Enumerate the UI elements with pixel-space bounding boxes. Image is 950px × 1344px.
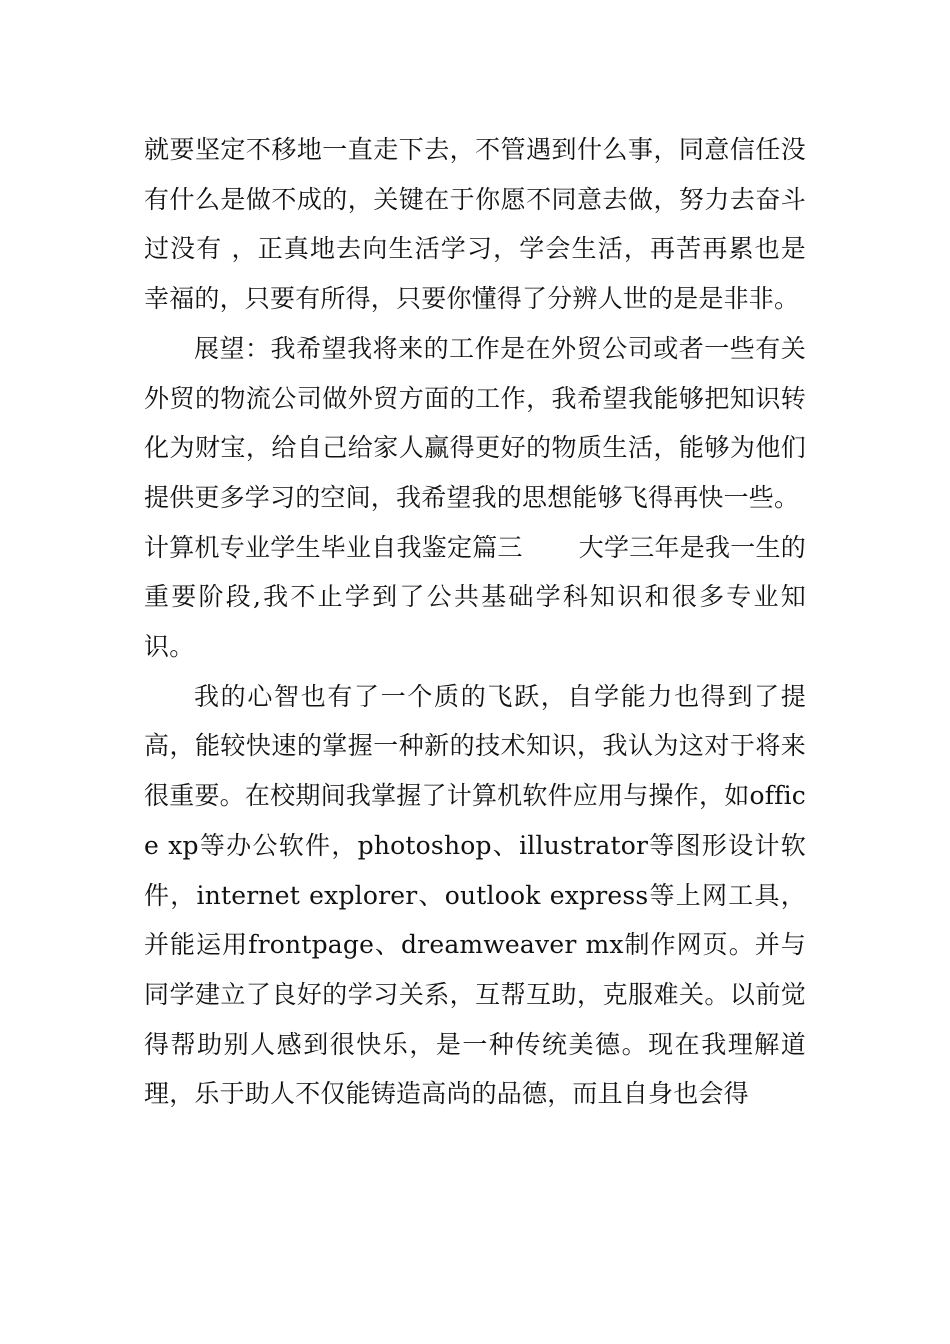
paragraph-2: 展望：我希望我将来的工作是在外贸公司或者一些有关外贸的物流公司做外贸方面的工作，我希望我能够把知识转化为财宝，给自己给家人赢得更好的物质生活，能够为他们提供更多学习的空间，我希望我的思想能够飞得再快一些。 <box>144 333 806 512</box>
section-heading: 计算机专业学生毕业自我鉴定篇三 <box>144 532 523 562</box>
paragraph-3-text: 大学三年是我一生的重要阶段,我不止学到了公共基础学科知识和很多专业知识。 <box>144 532 806 662</box>
paragraph-3 <box>144 523 806 672</box>
paragraph-1: 就要坚定不移地一直走下去，不管遇到什么事，同意信任没有什么是做不成的，关键在于你愿不同意去做，努力去奋斗过没有 ，正真地去向生活学习，学会生活，再苦再累也是幸福的，只要有所得，只要你懂得了分辨人世的是是非非。 <box>144 135 806 314</box>
paragraph-4: 我的心智也有了一个质的飞跃，自学能力也得到了提高，能较快速的掌握一种新的技术知识，我认为这对于将来很重要。在校期间我掌握了计算机软件应用与操作，如office xp等办公软件，photoshop、illustrator等图形设计软件，internet explorer、outlook express等上网工具，并能运用frontpage、dreamweaver mx制作网页。并与同学建立了良好的学习关系，互帮互助，克服难关。以前觉得帮助别人感到很快乐，是一种传统美德。现在我理解道理，乐于助人不仅能铸造高尚的品德，而且自身也会得 <box>144 681 806 1109</box>
document-body <box>144 125 806 1119</box>
